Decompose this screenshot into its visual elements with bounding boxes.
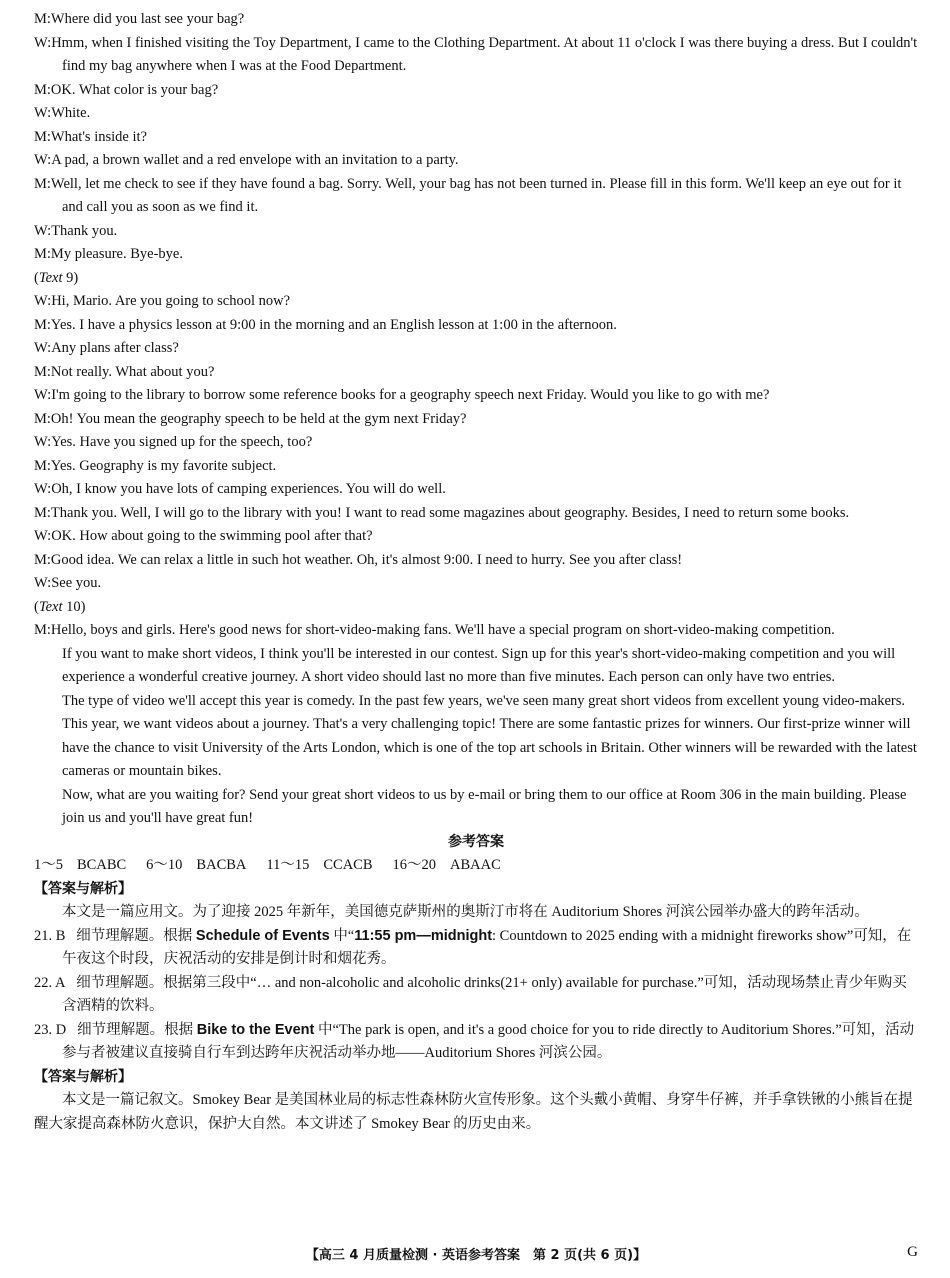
answer-range: 6～10 (146, 857, 183, 873)
speaker: M: (34, 504, 51, 521)
dialogue-text: Any plans after class? (51, 340, 179, 356)
dialogue-text: OK. How about going to the swimming pool after that? (51, 528, 373, 544)
bold-phrase: 11:55 pm—midnight (354, 927, 493, 944)
dialogue-text: What's inside it? (50, 128, 147, 145)
bold-phrase: Schedule of Events (195, 927, 330, 944)
question-number: 23. D (34, 1021, 67, 1038)
speaker: W: (34, 340, 52, 356)
question-number: 21. B (34, 927, 66, 944)
answer-keys: ABAAC (450, 857, 501, 873)
answer-group (146, 857, 246, 873)
answer-range: 11～15 (266, 857, 310, 873)
speaker: M: (34, 316, 51, 333)
text10-paragraph: The type of video we'll accept this year is comedy. In the past few years, we've seen many great short videos from excellent young video-makers. This year, we want videos about a journey. That's a very challenging topic! There are some fantastic prizes for winners. Our first-prize winner will have the chance to visit University of the Arts London, which is one of the top art schools in Britain. Other winners will be rewarded with the latest cameras or mountain bikes. (62, 692, 917, 779)
dialogue-text: OK. What color is your bag? (50, 81, 219, 98)
speaker: M: (34, 175, 51, 192)
dialogue-line (34, 8, 918, 32)
text10-paragraph: Now, what are you waiting for? Send your great short videos to us by e-mail or bring them to our office at Room 306 in the main building. Please join us and you'll have great fun! (62, 786, 907, 826)
speaker: M: (34, 11, 51, 27)
answer-keys: BCABC (77, 857, 127, 873)
question-23-explanation (34, 1019, 918, 1066)
speaker: W: (34, 222, 52, 239)
dialogue-line (34, 478, 918, 502)
speaker: W: (34, 387, 52, 403)
text10-first-line (34, 619, 918, 643)
answers-title: 参考答案 (448, 833, 504, 850)
dialogue-text: Where did you last see your bag? (50, 11, 245, 27)
dialogue-text: Yes. I have a physics lesson at 9:00 in the morning and an English lesson at 1:00 in the afternoon. (50, 316, 617, 333)
speaker: M: (34, 410, 51, 427)
dialogue-line (34, 149, 918, 173)
speaker: W: (34, 481, 52, 497)
text10-label: (Text 10) (34, 598, 86, 615)
speaker: M: (34, 622, 51, 638)
question-number: 22. A (34, 974, 66, 991)
answer-range: 1～5 (34, 857, 63, 873)
speaker: M: (34, 551, 51, 568)
speaker: M: (34, 457, 51, 474)
dialogue-line (34, 32, 918, 79)
answer-group (34, 857, 126, 873)
answer-keys: BACBA (196, 857, 247, 873)
section-heading: 【答案与解析】 (34, 880, 132, 897)
dialogue-text: Not really. What about you? (50, 363, 215, 380)
text10-label-word: Text (38, 598, 63, 615)
speaker: W: (34, 34, 52, 51)
dialogue-line (34, 220, 918, 244)
speaker: W: (34, 528, 52, 544)
dialogue-text: Hi, Mario. Are you going to school now? (51, 293, 291, 309)
dialogue-line (34, 290, 918, 314)
dialogue-text: See you. (51, 575, 102, 591)
dialogue-line (34, 549, 918, 573)
explanation-text: 细节理解题。根据 (76, 927, 196, 944)
answer-keys: CCACB (323, 857, 373, 873)
speaker: W: (34, 434, 52, 450)
dialogue-line (34, 502, 918, 526)
speaker: W: (34, 152, 52, 168)
dialogue-text: Yes. Have you signed up for the speech, too? (51, 434, 313, 450)
footer-mark: G (907, 1244, 918, 1260)
speaker: W: (34, 575, 52, 591)
question-22-explanation (34, 972, 918, 1019)
bold-phrase: Bike to the Event (196, 1021, 315, 1038)
answer-group (393, 857, 501, 873)
dialogue-text: Well, let me check to see if they have found a bag. Sorry. Well, your bag has not been turned in. Please fill in this form. We'll keep an eye out for it and call you as soon as we find it. (50, 175, 902, 215)
dialogue-line (34, 243, 918, 267)
speaker: M: (34, 363, 51, 380)
dialogue-text: Hmm, when I finished visiting the Toy Department, I came to the Clothing Department. At about 11 o'clock I was there buying a dress. But I couldn't find my bag anywhere when I was at the Food Department. (51, 34, 918, 74)
explanation-text: 中“The park is open, and it's a good choice for you to ride directly to Auditorium Shores.”可知，活动参与者被建议直接骑自行车到达跨年庆祝活动举办地——Auditorium Shores 河滨公园。 (62, 1021, 915, 1061)
dialogue-line (34, 431, 918, 455)
dialogue-line (34, 384, 918, 408)
dialogue-line (34, 455, 918, 479)
dialogue-text: Thank you. (51, 222, 118, 239)
dialogue-text: Thank you. Well, I will go to the library with you! I want to read some magazines about geography. Besides, I need to return some books. (50, 504, 850, 521)
document-page (34, 8, 918, 1136)
dialogue-line (34, 79, 918, 103)
dialogue-text: Oh! You mean the geography speech to be held at the gym next Friday? (50, 410, 467, 427)
question-21-explanation (34, 925, 918, 972)
dialogue-text: My pleasure. Bye-bye. (50, 246, 183, 262)
dialogue-line (34, 408, 918, 432)
text9-label-word: Text (38, 269, 63, 286)
answer-key-line (34, 854, 918, 878)
answer-group (266, 857, 372, 873)
dialogue-line (34, 314, 918, 338)
explanation-text: : Countdown to 2025 ending with a midnight fireworks show”可知，在午夜这个时段，庆祝活动的安排是倒计时和烟花秀。 (62, 927, 912, 967)
dialogue-line (34, 361, 918, 385)
footer-text: 【高三 4 月质量检测 · 英语参考答案 第 2 页(共 6 页)】 (305, 1248, 647, 1263)
text10-label-number: 10 (66, 598, 81, 615)
dialogue-text: Oh, I know you have lots of camping experiences. You will do well. (51, 481, 446, 497)
text9-dialogue (34, 290, 918, 596)
dialogue-text: White. (51, 105, 91, 121)
speaker: M: (34, 246, 51, 262)
speaker: M: (34, 81, 51, 98)
dialogue-line (34, 525, 918, 549)
dialogue-line (34, 572, 918, 596)
passage-intro: 本文是一篇应用文。为了迎接 2025 年新年，美国德克萨斯州的奥斯汀市将在 Auditorium Shores 河滨公园举办盛大的跨年活动。 (62, 904, 869, 920)
text8-dialogue (34, 8, 918, 267)
passage-intro: 本文是一篇记叙文。Smokey Bear 是美国林业局的标志性森林防火宣传形象。这个头戴小黄帽、身穿牛仔裤，并手拿铁锹的小熊旨在提醒大家提高森林防火意识，保护大自然。本文讲述了 Smokey Bear 的历史由来。 (34, 1092, 913, 1132)
section-heading: 【答案与解析】 (34, 1068, 132, 1085)
dialogue-line (34, 337, 918, 361)
text9-label: (Text 9) (34, 269, 79, 286)
dialogue-text: A pad, a brown wallet and a red envelope with an invitation to a party. (51, 152, 459, 168)
explanation-text: 细节理解题。根据第三段中“… and non-alcoholic and alcoholic drinks(21+ only) available for purchase.”可知，活动现场禁止青少年购买含酒精的饮料。 (62, 974, 907, 1014)
dialogue-text: Good idea. We can relax a little in such hot weather. Oh, it's almost 9:00. I need to hurry. See you after class! (50, 551, 683, 568)
speaker: M: (34, 128, 51, 145)
text10-paragraph: If you want to make short videos, I think you'll be interested in our contest. Sign up for this year's short-video-making competition and you will experience a wonderful creative journey. A short video should last no more than five minutes. Each person can only have two entries. (62, 645, 896, 685)
answer-range: 16～20 (392, 857, 437, 873)
speaker: W: (34, 293, 52, 309)
explanation-text: 细节理解题。根据 (77, 1021, 197, 1038)
text9-label-number: 9 (66, 269, 74, 286)
dialogue-text: I'm going to the library to borrow some reference books for a geography speech next Friday. Would you like to go with me? (51, 387, 770, 403)
dialogue-text: Yes. Geography is my favorite subject. (50, 457, 277, 474)
speaker: W: (34, 105, 52, 121)
dialogue-line (34, 102, 918, 126)
dialogue-line (34, 126, 918, 150)
monologue-text: Hello, boys and girls. Here's good news for short-video-making fans. We'll have a special program on short-video-making competition. (50, 622, 835, 638)
explanation-text: 中“ (329, 927, 355, 944)
dialogue-line (34, 173, 918, 220)
